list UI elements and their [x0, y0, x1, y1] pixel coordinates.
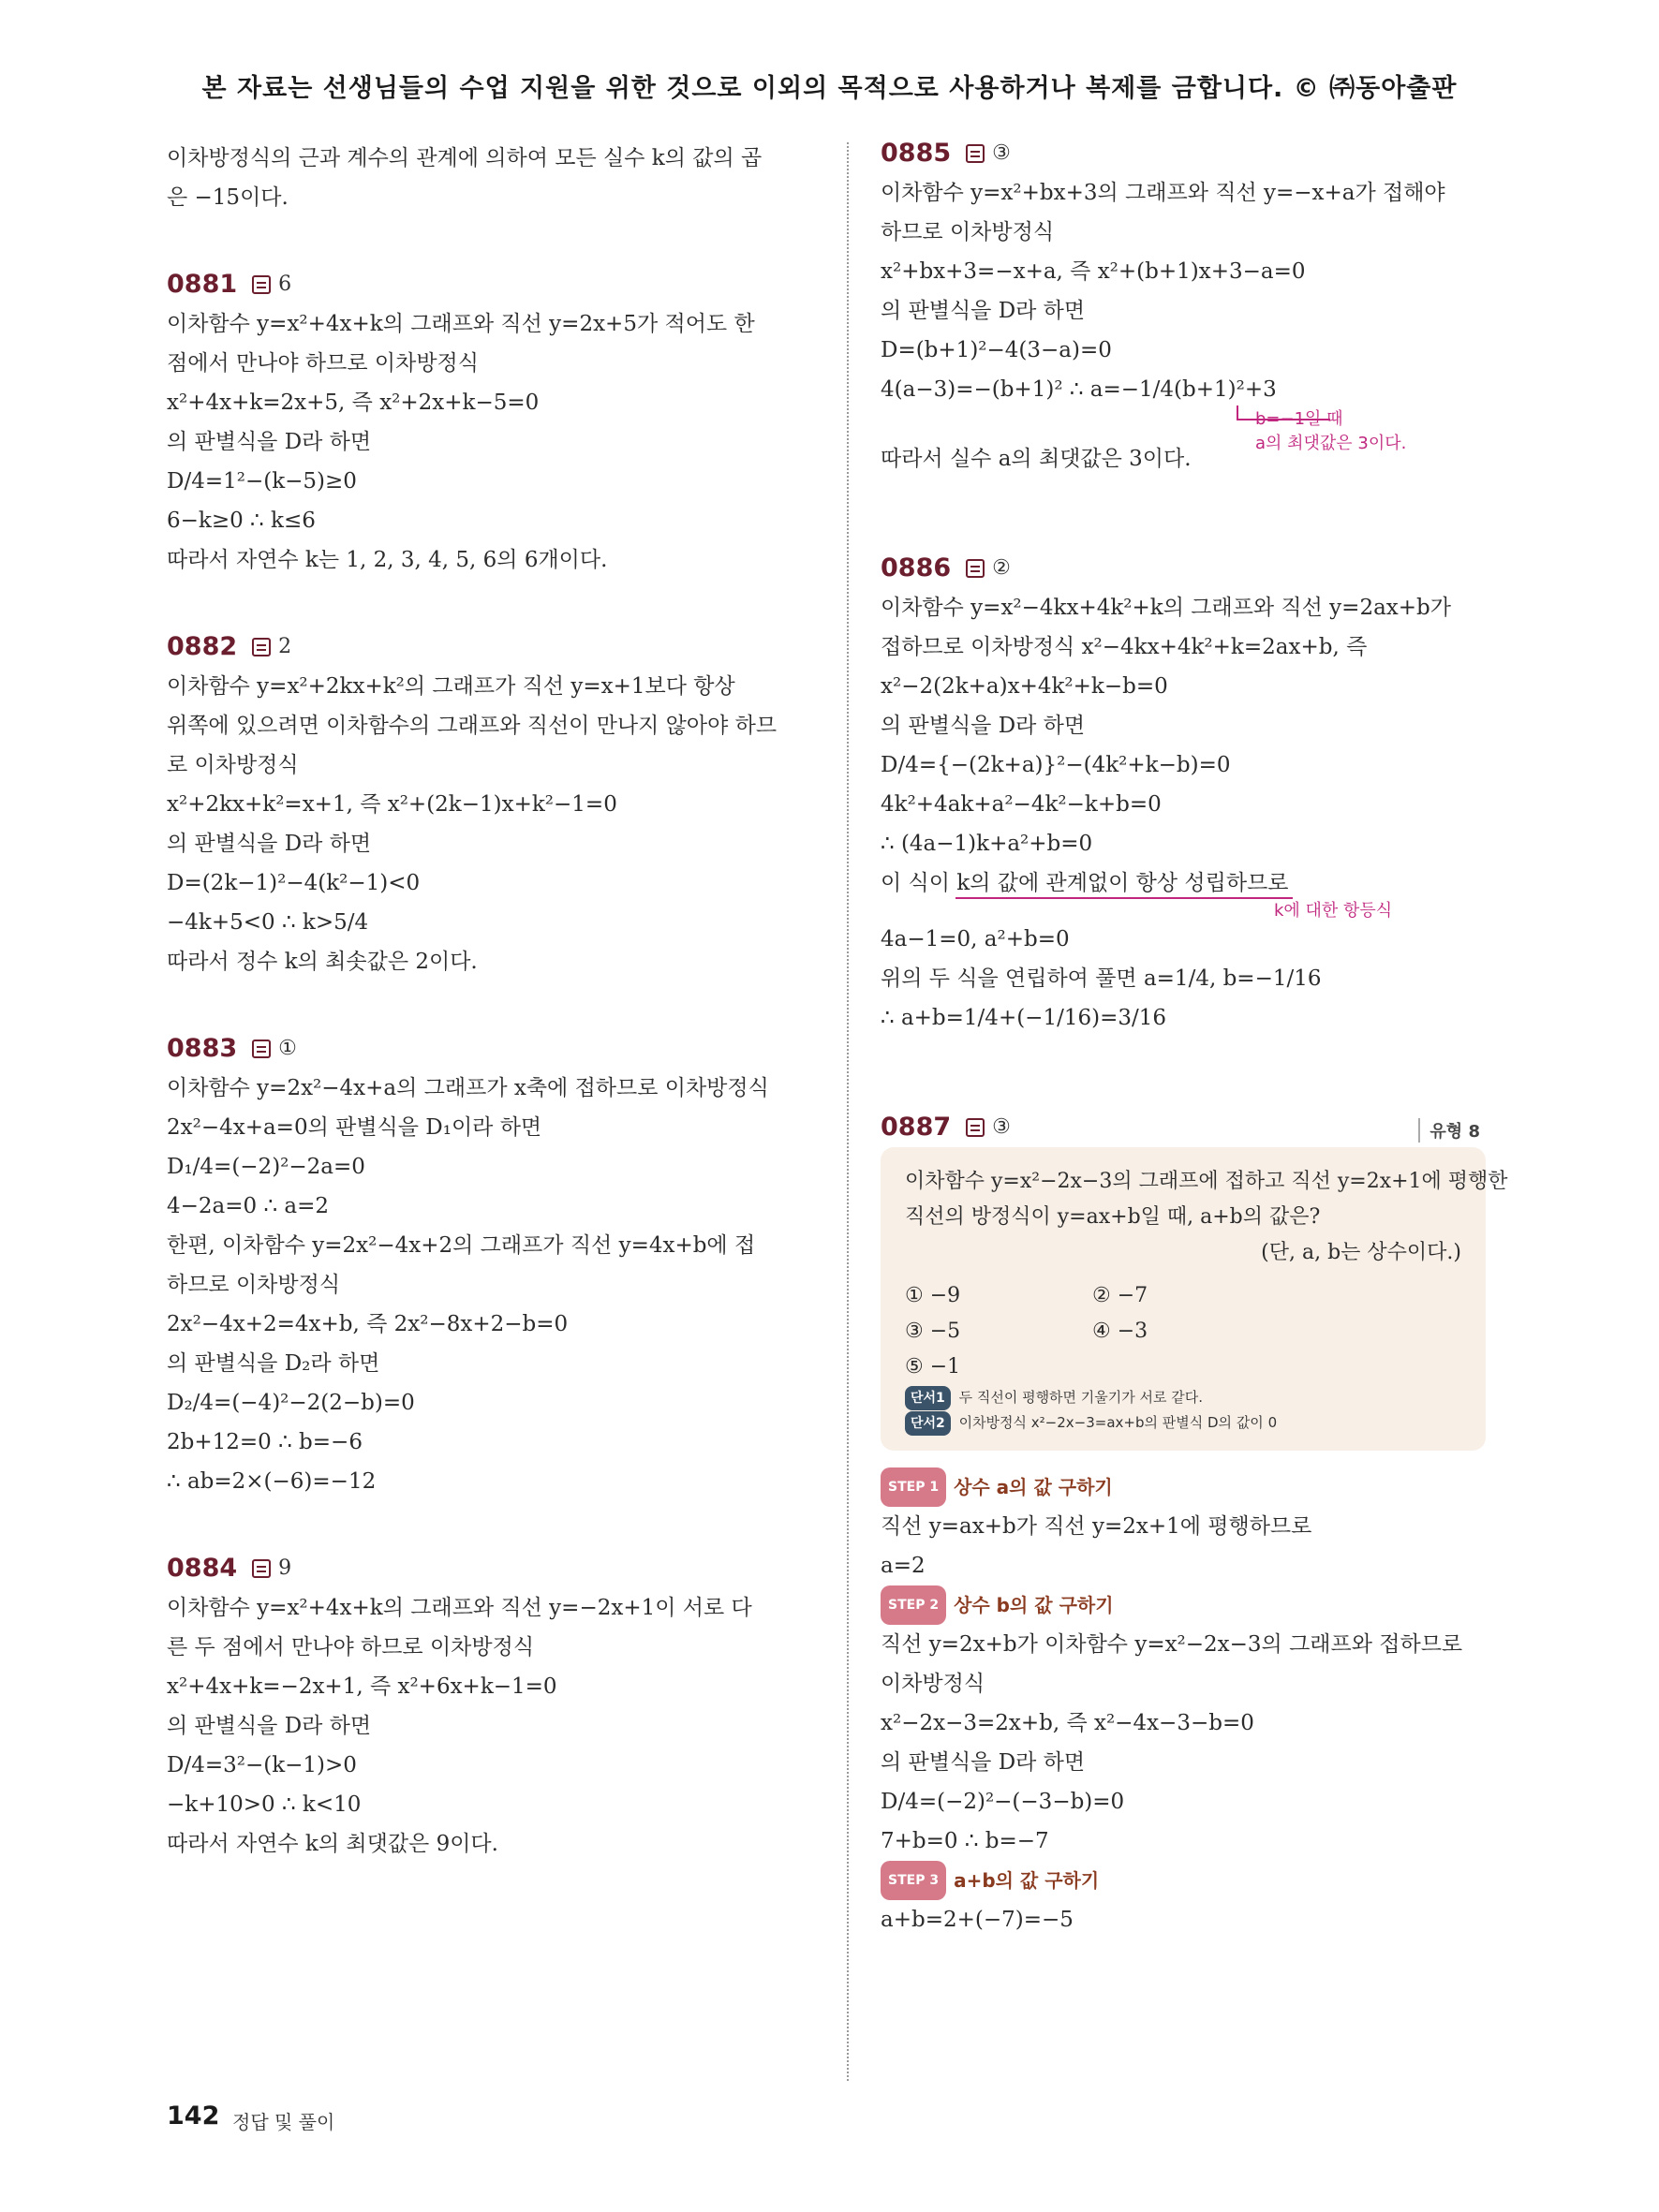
- right-column: [881, 139, 1508, 1939]
- solution-line: 2x²−4x+2=4x+b, 즉 2x²−8x+2−b=0: [167, 1312, 569, 1336]
- solution-line: 한편, 이차함수 y=2x²−4x+2의 그래프가 직선 y=4x+b에 접: [167, 1233, 756, 1258]
- annotated-equation: [881, 370, 1508, 439]
- step-heading: [881, 1467, 1508, 1507]
- solution-line: x²+bx+3=−x+a, 즉 x²+(b+1)x+3−a=0: [881, 259, 1306, 284]
- answer-value: 6: [278, 273, 292, 296]
- solution-line: a+b=2+(−7)=−5: [881, 1908, 1074, 1932]
- solution-line: −4k+5<0 ∴ k>5/4: [167, 910, 369, 935]
- problem-number: 0887: [881, 1113, 952, 1142]
- problem-0883: [167, 1034, 794, 1501]
- clue-text: 두 직선이 평행하면 기울기가 서로 같다.: [958, 1389, 1204, 1406]
- solution-line: D/4=1²−(k−5)≥0: [167, 469, 357, 494]
- answer-icon: [966, 1118, 985, 1137]
- copyright-notice: 본 자료는 선생님들의 수업 지원을 위한 것으로 이외의 목적으로 사용하거나 복제를 금합니다. © ㈜동아출판: [201, 74, 1458, 103]
- problem-0885: [881, 139, 1508, 479]
- solution-line: 따라서 실수 a의 최댓값은 3이다.: [881, 447, 1192, 471]
- choice: ② −7: [1092, 1284, 1148, 1307]
- solution-line: 의 판별식을 D라 하면: [881, 1750, 1086, 1775]
- problem-line: 이차함수 y=x²−2x−3의 그래프에 접하고 직선 y=2x+1에 평행한: [905, 1170, 1508, 1193]
- solution-line: D=(b+1)²−4(3−a)=0: [881, 338, 1112, 362]
- solution-line: x²+4x+k=2x+5, 즉 x²+2x+k−5=0: [167, 391, 540, 415]
- problem-number: 0883: [167, 1034, 238, 1063]
- solution-line: 이차함수 y=x²+bx+3의 그래프와 직선 y=−x+a가 접해야: [881, 181, 1445, 205]
- solution-line: x²+4x+k=−2x+1, 즉 x²+6x+k−1=0: [167, 1674, 557, 1699]
- solution-line: 의 판별식을 D라 하면: [167, 430, 372, 454]
- solution-line: D₁/4=(−2)²−2a=0: [167, 1155, 365, 1179]
- problem-statement-box: [881, 1147, 1508, 1451]
- solution-line: D/4={−(2k+a)}²−(4k²+k−b)=0: [881, 753, 1231, 777]
- answer-icon: [252, 275, 271, 294]
- solution-line: ∴ ab=2×(−6)=−12: [167, 1469, 377, 1494]
- problem-0881: [167, 270, 794, 580]
- answer-value: ①: [278, 1037, 297, 1060]
- answer-icon: [252, 638, 271, 656]
- page-number: 142: [167, 2101, 220, 2131]
- problem-number: 0881: [167, 270, 238, 299]
- solution-line: 이차함수 y=x²+4x+k의 그래프와 직선 y=−2x+1이 서로 다: [167, 1596, 752, 1620]
- step-heading: [881, 1585, 1508, 1625]
- problem-line: (단, a, b는 상수이다.): [1261, 1241, 1461, 1264]
- clue-badge: 단서1: [905, 1386, 951, 1410]
- solution-line: D=(2k−1)²−4(k²−1)<0: [167, 871, 421, 895]
- solution-line: a=2: [881, 1554, 926, 1578]
- problem-number: 0885: [881, 139, 952, 168]
- solution-line: ∴ a+b=1/4+(−1/16)=3/16: [881, 1006, 1166, 1030]
- type-tag: 유형 8: [1418, 1118, 1480, 1143]
- solution-line: 로 이차방정식: [167, 753, 299, 777]
- solution-line: 의 판별식을 D₂라 하면: [167, 1351, 380, 1376]
- solution-line: 위의 두 식을 연립하여 풀면 a=1/4, b=−1/16: [881, 966, 1322, 991]
- column-divider: [847, 142, 849, 2081]
- solution-line: 4k²+4ak+a²−4k²−k+b=0: [881, 792, 1162, 817]
- choice: ① −9: [905, 1284, 961, 1307]
- left-column: [167, 139, 794, 1864]
- solution-line: D₂/4=(−4)²−2(2−b)=0: [167, 1391, 415, 1415]
- step-title: 상수 a의 값 구하기: [954, 1476, 1113, 1498]
- step-title: 상수 b의 값 구하기: [954, 1594, 1114, 1616]
- solution-line: 이차방정식: [881, 1672, 985, 1696]
- annotation-note: a의 최댓값은 3이다.: [1255, 434, 1407, 453]
- solution-line: 위쪽에 있으려면 이차함수의 그래프와 직선이 만나지 않아야 하므: [167, 714, 778, 738]
- step-badge: STEP 1: [881, 1467, 946, 1507]
- solution-line: 하므로 이차방정식: [167, 1273, 341, 1297]
- intro-line: 은 −15이다.: [167, 185, 289, 210]
- intro-line: 이차방정식의 근과 계수의 관계에 의하여 모든 실수 k의 값의 곱: [167, 146, 763, 170]
- problem-0882: [167, 632, 794, 981]
- clue-badge: 단서2: [905, 1411, 951, 1436]
- choice: ⑤ −1: [905, 1355, 961, 1379]
- clue-1: [905, 1385, 1461, 1410]
- solution-line: 4(a−3)=−(b+1)² ∴ a=−1/4(b+1)²+3: [881, 377, 1277, 402]
- answer-icon: [252, 1040, 271, 1058]
- step-badge: STEP 2: [881, 1585, 946, 1625]
- solution-line: 따라서 자연수 k의 최댓값은 9이다.: [167, 1832, 498, 1856]
- answer-value: 2: [278, 635, 292, 658]
- solution-line: 따라서 자연수 k는 1, 2, 3, 4, 5, 6의 6개이다.: [167, 548, 608, 572]
- answer-value: ②: [992, 556, 1011, 580]
- clue-2: [905, 1410, 1461, 1436]
- solution-line: x²−2(2k+a)x+4k²+k−b=0: [881, 674, 1168, 699]
- solution-line: 6−k≥0 ∴ k≤6: [167, 509, 316, 533]
- solution-line: 이 식이 k의 값에 관계없이 항상 성립하므로: [881, 871, 1289, 895]
- solution-line: 점에서 만나야 하므로 이차방정식: [167, 351, 479, 376]
- step-heading: [881, 1861, 1508, 1900]
- solution-line: 른 두 점에서 만나야 하므로 이차방정식: [167, 1635, 535, 1659]
- problem-0884: [167, 1554, 794, 1864]
- problem-number: 0882: [167, 632, 238, 661]
- answer-icon: [966, 144, 985, 163]
- choice-list: [905, 1278, 1461, 1385]
- footer-label: 정답 및 풀이: [232, 2111, 335, 2133]
- annotation-underline: [955, 897, 1293, 899]
- problem-number: 0884: [167, 1554, 238, 1583]
- problem-line: 직선의 방정식이 y=ax+b일 때, a+b의 값은?: [905, 1205, 1321, 1229]
- solution-line: 직선 y=ax+b가 직선 y=2x+1에 평행하므로: [881, 1514, 1312, 1539]
- solution-line: 이차함수 y=2x²−4x+a의 그래프가 x축에 접하므로 이차방정식: [167, 1076, 769, 1100]
- solution-line: 직선 y=2x+b가 이차함수 y=x²−2x−3의 그래프와 접하므로: [881, 1632, 1463, 1657]
- problem-0887: [881, 1113, 1508, 1939]
- solution-line: 4−2a=0 ∴ a=2: [167, 1194, 330, 1218]
- solution-line: 이차함수 y=x²+4x+k의 그래프와 직선 y=2x+5가 적어도 한: [167, 312, 755, 336]
- solution-line: 의 판별식을 D라 하면: [881, 299, 1086, 323]
- answer-value: ③: [992, 141, 1011, 165]
- solution-line: 따라서 정수 k의 최솟값은 2이다.: [167, 950, 478, 974]
- solution-line: 의 판별식을 D라 하면: [167, 832, 372, 856]
- solution-line: x²−2x−3=2x+b, 즉 x²−4x−3−b=0: [881, 1711, 1254, 1735]
- solution-line: 하므로 이차방정식: [881, 220, 1055, 244]
- solution-line: ∴ (4a−1)k+a²+b=0: [881, 832, 1093, 856]
- choice: ③ −5: [905, 1320, 961, 1343]
- solution-line: 의 판별식을 D라 하면: [167, 1714, 372, 1738]
- step-title: a+b의 값 구하기: [954, 1869, 1100, 1892]
- solution-line: 2x²−4x+a=0의 판별식을 D₁이라 하면: [167, 1115, 542, 1140]
- annotation-note: b=−1일 때: [1255, 409, 1343, 429]
- annotation-note: k에 대한 항등식: [1274, 901, 1393, 921]
- answer-value: ③: [992, 1115, 1011, 1139]
- annotated-line: [881, 863, 1508, 920]
- solution-line: 의 판별식을 D라 하면: [881, 714, 1086, 738]
- solution-line: 이차함수 y=x²+2kx+k²의 그래프가 직선 y=x+1보다 항상: [167, 674, 735, 699]
- step-badge: STEP 3: [881, 1861, 946, 1900]
- solution-line: D/4=3²−(k−1)>0: [167, 1753, 357, 1777]
- problem-number: 0886: [881, 553, 952, 582]
- solution-line: 이차함수 y=x²−4kx+4k²+k의 그래프와 직선 y=2ax+b가: [881, 596, 1451, 620]
- choice: ④ −3: [1092, 1320, 1148, 1343]
- answer-icon: [252, 1559, 271, 1578]
- solution-line: D/4=(−2)²−(−3−b)=0: [881, 1790, 1125, 1814]
- solution-line: −k+10>0 ∴ k<10: [167, 1792, 362, 1817]
- answer-value: 9: [278, 1556, 292, 1580]
- clue-text: 이차방정식 x²−2x−3=ax+b의 판별식 D의 값이 0: [958, 1414, 1278, 1431]
- solution-line: 2b+12=0 ∴ b=−6: [167, 1430, 363, 1454]
- solution-line: 7+b=0 ∴ b=−7: [881, 1829, 1049, 1853]
- problem-0886: [881, 553, 1508, 1038]
- answer-icon: [966, 559, 985, 578]
- solution-line: x²+2kx+k²=x+1, 즉 x²+(2k−1)x+k²−1=0: [167, 792, 617, 817]
- solution-line: 접하므로 이차방정식 x²−4kx+4k²+k=2ax+b, 즉: [881, 635, 1368, 659]
- solution-line: 4a−1=0, a²+b=0: [881, 927, 1070, 951]
